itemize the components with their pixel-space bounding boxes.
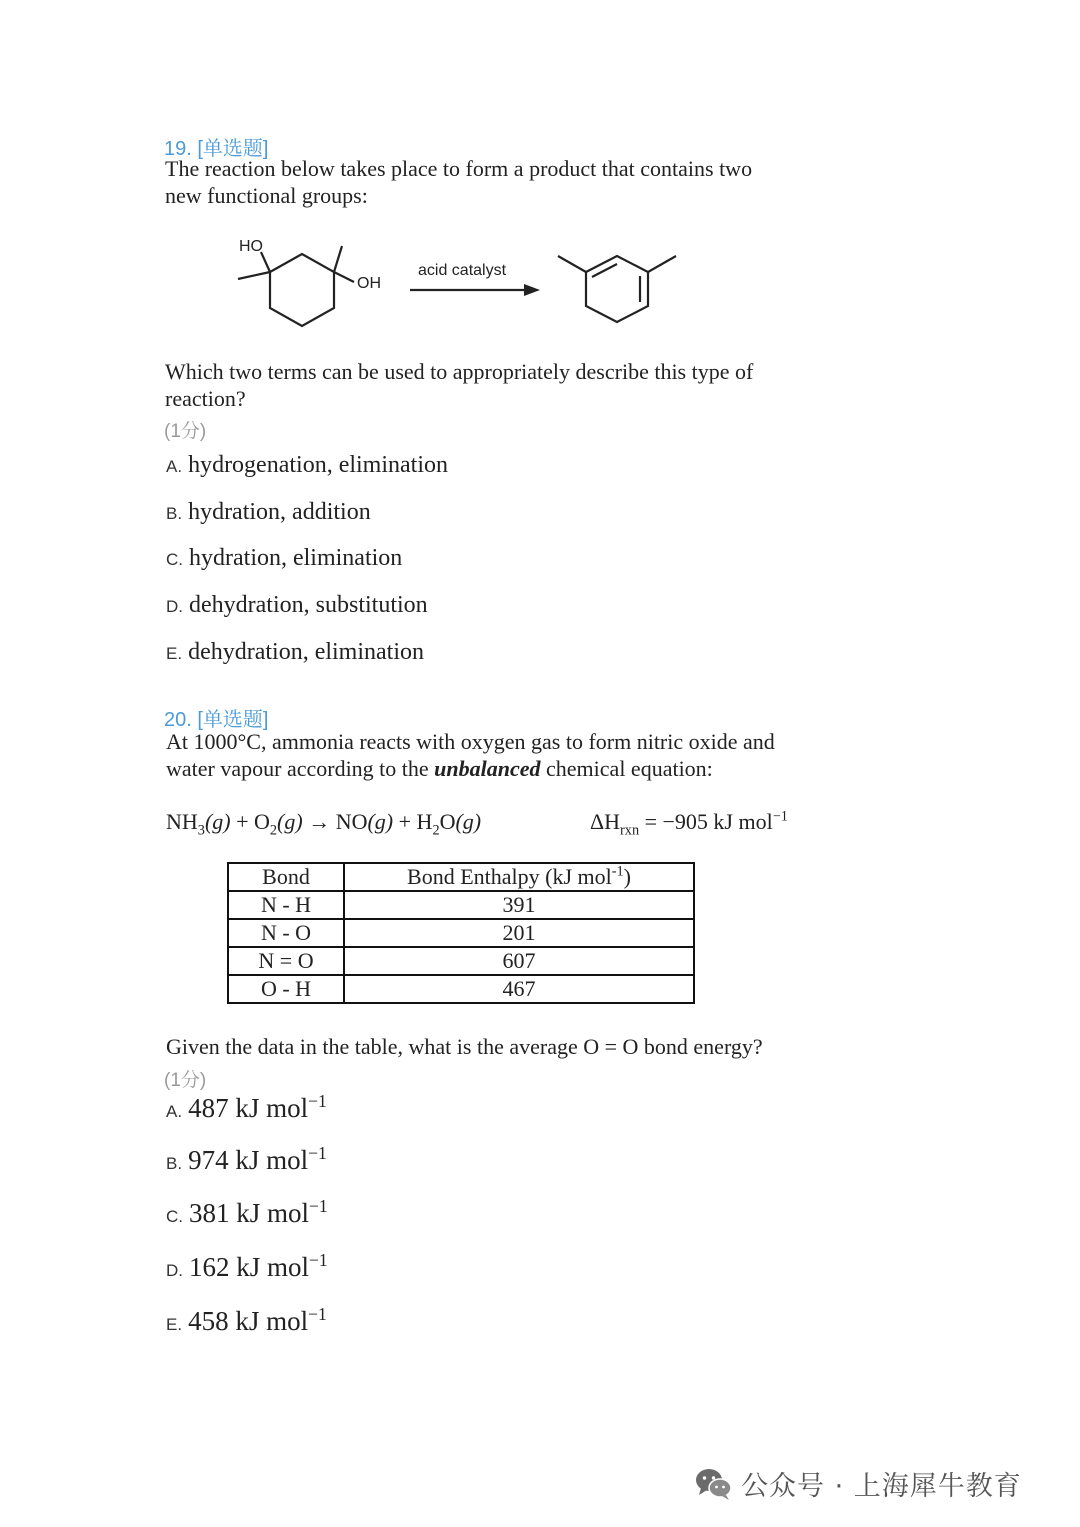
option-text: hydration, addition — [188, 499, 371, 525]
q19-option-c[interactable] — [166, 545, 402, 572]
reaction-scheme — [236, 232, 686, 332]
enthalpy-cell: 467 — [344, 975, 694, 1003]
enthalpy-cell: 391 — [344, 891, 694, 919]
q19-stem-line2: new functional groups: — [165, 183, 368, 208]
q20-stem-text: water vapour according to the — [166, 756, 435, 781]
option-text: 381 kJ mol$^{-1}$ — [189, 1196, 328, 1228]
chemical-equation: $NH_3(g) + O_2(g) \to NO(g) + H_2O(g)$ — [166, 809, 482, 839]
header-bond: Bond — [228, 863, 344, 891]
table-row — [228, 975, 694, 1003]
table-row — [228, 891, 694, 919]
reactant-structure — [238, 246, 354, 326]
bond-cell: O - H — [228, 975, 344, 1003]
reaction-scheme-svg — [236, 232, 686, 332]
q20-option-b[interactable] — [166, 1145, 327, 1176]
label-ho: HO — [239, 238, 263, 255]
option-letter: B. — [166, 1154, 183, 1173]
bond-cell: N = O — [228, 947, 344, 975]
option-text: 458 kJ mol$^{-1}$ — [188, 1304, 327, 1336]
option-letter: E. — [166, 1315, 183, 1334]
enthalpy-cell: 607 — [344, 947, 694, 975]
option-letter: B. — [166, 504, 183, 523]
q20-option-a[interactable] — [166, 1093, 327, 1124]
option-letter: C. — [166, 1207, 183, 1226]
q19-question-line1: Which two terms can be used to appropriately describe this type of — [165, 359, 754, 384]
q20-stem-line1: At 1000°C, ammonia reacts with oxygen gas to form nitric oxide and — [166, 729, 775, 754]
q20-stem-text: chemical equation: — [540, 756, 713, 781]
option-letter: E. — [166, 644, 183, 663]
q20-emphasis: unbalanced — [434, 756, 541, 781]
option-text: 487 kJ mol$^{-1}$ — [188, 1091, 327, 1123]
option-text: dehydration, elimination — [188, 639, 425, 665]
q20-stem-line2 — [166, 755, 713, 782]
option-text: dehydration, substitution — [189, 592, 428, 618]
q19-question-line2: reaction? — [165, 386, 246, 411]
arrow-label: acid catalyst — [418, 262, 507, 279]
q20-option-c[interactable] — [166, 1198, 328, 1229]
product-structure — [558, 256, 676, 322]
q20-score: (1分) — [164, 1070, 207, 1091]
q19-option-b[interactable] — [166, 499, 371, 526]
table-row — [228, 919, 694, 947]
q19-stem-line1: The reaction below takes place to form a product that contains two — [165, 156, 753, 181]
q20-header: 20. [单选题] — [164, 709, 269, 731]
option-text: 974 kJ mol$^{-1}$ — [188, 1143, 327, 1175]
header-enthalpy: Bond Enthalpy (kJ mol$^{-1}$) — [344, 863, 694, 891]
wechat-icon — [695, 1467, 733, 1501]
bond-enthalpy-table — [227, 862, 695, 1004]
watermark-text: 公众号 · 上海犀牛教育 — [741, 1471, 1022, 1502]
option-text: hydrogenation, elimination — [188, 452, 449, 478]
q20-question: Given the data in the table, what is the average O = O bond energy? — [166, 1034, 763, 1059]
table-header-row — [228, 863, 694, 891]
q19-option-a[interactable] — [166, 452, 448, 479]
option-text: 162 kJ mol$^{-1}$ — [189, 1250, 328, 1282]
enthalpy-cell: 201 — [344, 919, 694, 947]
bond-cell: N - H — [228, 891, 344, 919]
reaction-arrow-head — [524, 284, 540, 296]
option-letter: C. — [166, 550, 183, 569]
option-letter: D. — [166, 1261, 183, 1280]
option-letter: D. — [166, 597, 183, 616]
option-letter: A. — [166, 1102, 183, 1121]
q19-score: (1分) — [164, 421, 207, 442]
option-letter: A. — [166, 457, 183, 476]
q20-option-e[interactable] — [166, 1306, 327, 1337]
table-row — [228, 947, 694, 975]
option-text: hydration, elimination — [189, 545, 403, 571]
q19-option-d[interactable] — [166, 592, 428, 619]
watermark — [695, 1464, 1022, 1503]
q20-option-d[interactable] — [166, 1252, 328, 1283]
q19-option-e[interactable] — [166, 639, 424, 666]
enthalpy-change: $\Delta H_{rxn} = -905$ kJ mol$^{-1}$ — [590, 808, 788, 839]
bond-cell: N - O — [228, 919, 344, 947]
q19-header: 19. [单选题] — [164, 138, 269, 160]
label-oh: OH — [357, 275, 381, 292]
